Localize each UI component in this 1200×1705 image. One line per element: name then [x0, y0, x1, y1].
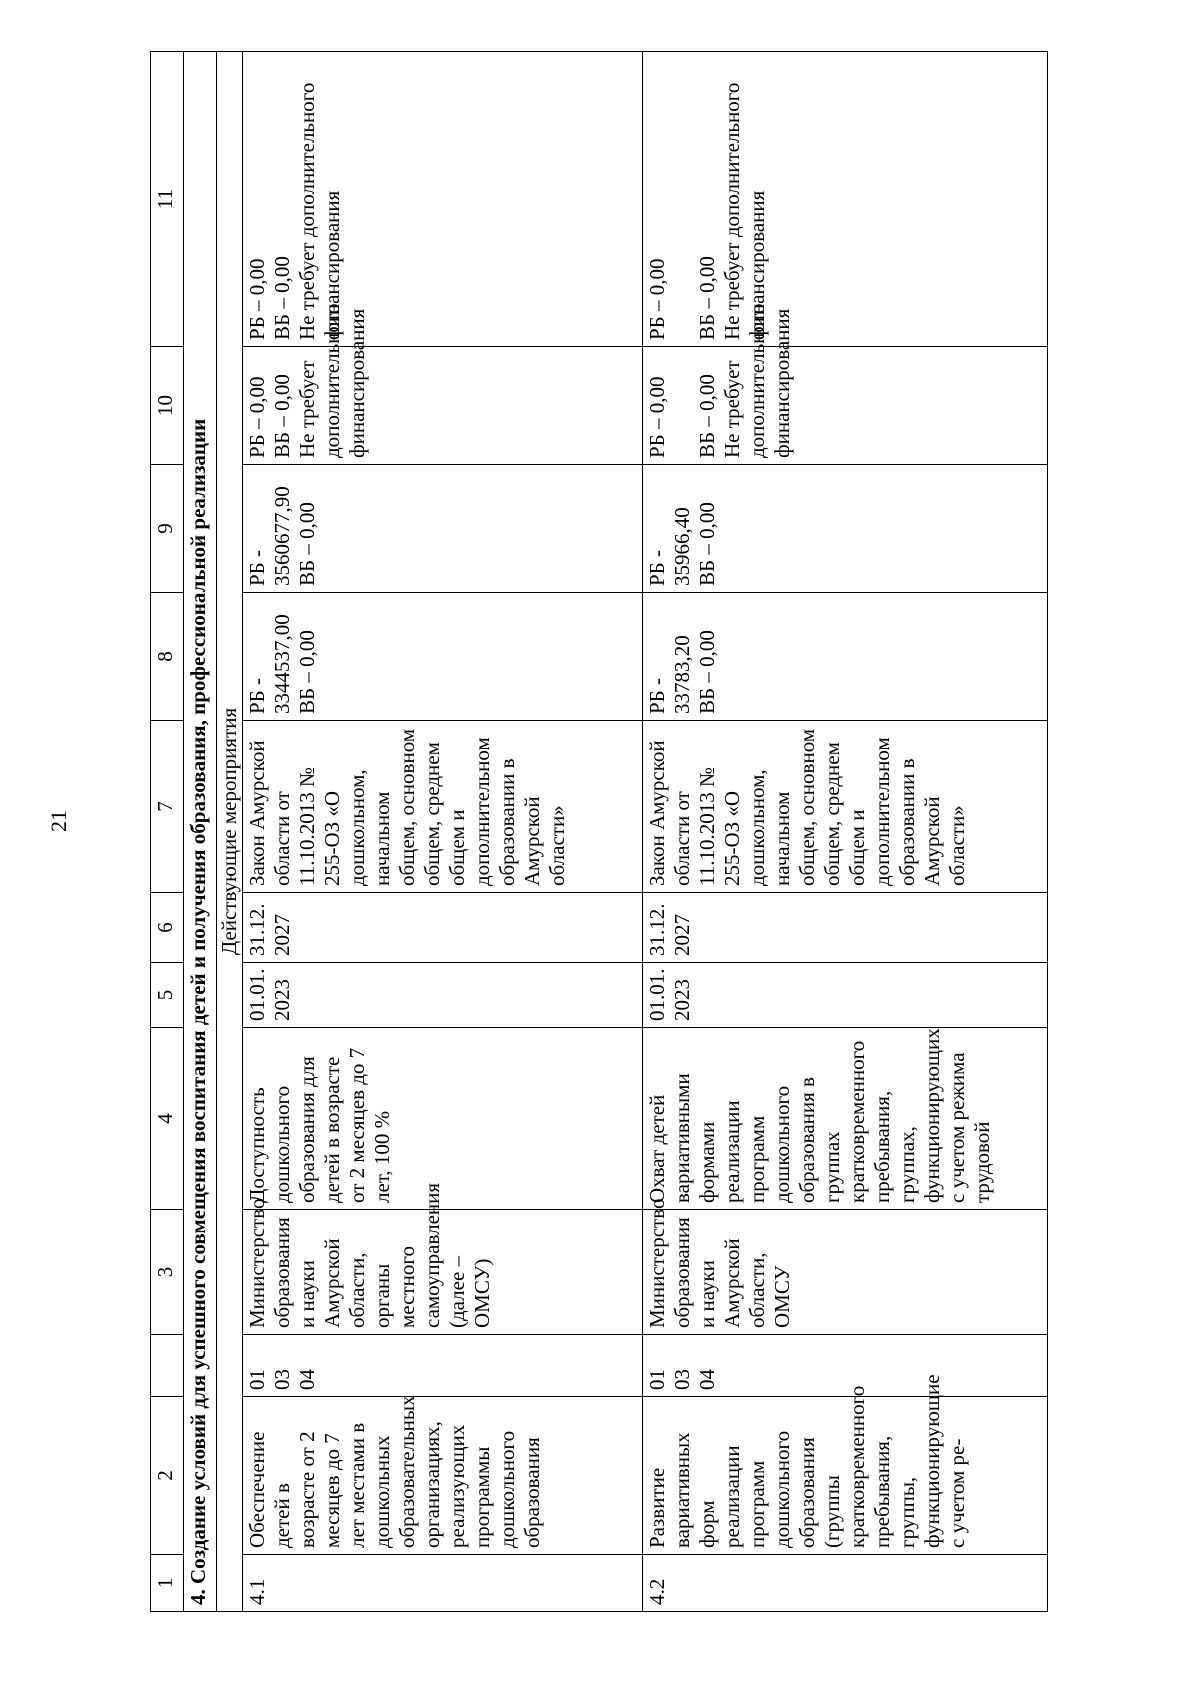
funding-line: Не требует дополнительного финансирования	[720, 82, 769, 340]
legal-basis: Закон Амурской области от 11.10.2013 № 255-ОЗ «О дошкольном, начальном общем, основном общем, среднем общем и дополнительном образовании в Амурской области»	[243, 721, 643, 893]
code: 01	[245, 1369, 269, 1390]
column-number: 2	[151, 1397, 184, 1555]
column-number: 1	[151, 1555, 184, 1612]
executor: Министерство образования и науки Амурской области, ОМСУ	[643, 1210, 1048, 1335]
legal-basis: Закон Амурской области от 11.10.2013 № 255-ОЗ «О дошкольном, начальном общем, основном общем, среднем общем и дополнительном образовании в Амурской области»	[643, 721, 1048, 893]
column-number: 8	[151, 593, 184, 721]
indicator: Доступность дошкольного образования для детей в возрасте от 2 месяцев до 7 лет, 100 %	[243, 1028, 643, 1210]
end-date: 31.12. 2027	[643, 893, 1048, 963]
code: 01	[645, 1369, 669, 1390]
funding-line: ВБ – 0,00	[695, 630, 719, 714]
section-title: 4. Создание условий для успешного совмещения воспитания детей и получения образования, профессиональной реализации	[184, 52, 217, 1612]
funding-line: ВБ – 0,00	[270, 256, 294, 340]
page-number: 21	[46, 810, 71, 832]
end-date: 31.12. 2027	[243, 893, 643, 963]
funding-line: РБ – 0,00	[645, 258, 669, 340]
funding-line: РБ – 0,00	[645, 376, 669, 458]
table-row	[643, 52, 1048, 1612]
column-number: 10	[151, 347, 184, 465]
measure-name: Развитие вариативных форм реализации программ дошкольного образования (группы кратковременного пребывания, группы, функционирующие с учетом ре-	[643, 1397, 1048, 1555]
codes-cell	[243, 1335, 643, 1397]
column-number: 9	[151, 465, 184, 593]
column-number: 7	[151, 721, 184, 893]
funding-line: ВБ – 0,00	[270, 374, 294, 458]
column-number-row	[151, 52, 184, 1612]
funding-line: ВБ – 0,00	[695, 256, 719, 340]
column-number: 5	[151, 963, 184, 1028]
funding-line: РБ – 0,00	[245, 376, 269, 458]
start-date: 01.01. 2023	[643, 963, 1048, 1028]
current-measures-row	[217, 52, 243, 1612]
code: 04	[695, 1369, 719, 1390]
funding-col10	[243, 303, 643, 465]
funding-line	[670, 58, 695, 340]
rotated-table-container	[150, 52, 1062, 1612]
code: 03	[270, 1369, 294, 1390]
funding-col8	[243, 593, 643, 721]
column-number: 11	[151, 52, 184, 347]
measure-name: Обеспечение детей в возрасте от 2 месяцев до 7 лет местами в дошкольных образовательных организациях, реализующих программы дошкольного образования	[243, 1397, 643, 1555]
code: 04	[295, 1369, 319, 1390]
funding-line: РБ - 3344537,00	[245, 614, 294, 714]
current-measures-label: Действующие мероприятия	[217, 52, 243, 1612]
column-number: 3	[151, 1210, 184, 1335]
funding-line: РБ - 3560677,90	[245, 486, 294, 586]
funding-col9	[243, 465, 643, 593]
funding-line: ВБ – 0,00	[295, 630, 319, 714]
funding-line: Не требует дополнительного финансирования	[720, 303, 794, 458]
funding-col11	[243, 52, 643, 347]
column-number: 4	[151, 1028, 184, 1210]
funding-col11	[643, 52, 1048, 347]
executor: Министерство образования и науки Амурской области, органы местного самоуправления (далее – ОМСУ)	[243, 1210, 643, 1335]
funding-col9	[643, 465, 1048, 593]
funding-line	[670, 353, 695, 458]
funding-line: Не требует дополнительного финансирования	[295, 82, 344, 340]
funding-line: РБ – 0,00	[245, 258, 269, 340]
table-row	[243, 52, 643, 1612]
measures-table	[150, 51, 1048, 1612]
funding-line: РБ - 35966,40	[645, 507, 694, 586]
funding-line: ВБ – 0,00	[295, 502, 319, 586]
column-number	[151, 1335, 184, 1397]
funding-col10	[643, 303, 1048, 465]
funding-line: Не требует дополнительного финансирования	[295, 303, 369, 458]
funding-col8	[643, 593, 1048, 721]
start-date: 01.01. 2023	[243, 963, 643, 1028]
section-row	[184, 52, 217, 1612]
funding-line: ВБ – 0,00	[695, 502, 719, 586]
funding-line: ВБ – 0,00	[695, 374, 719, 458]
funding-line: РБ - 33783,20	[645, 635, 694, 714]
indicator: Охват детей вариативными формами реализации программ дошкольного образования в группах кратковременного пребывания, группах, функционирующих с учетом режима трудовой	[643, 1028, 1048, 1210]
column-number: 6	[151, 893, 184, 963]
row-number: 4.1	[243, 1555, 643, 1612]
row-number: 4.2	[643, 1555, 1048, 1612]
code: 03	[670, 1369, 694, 1390]
